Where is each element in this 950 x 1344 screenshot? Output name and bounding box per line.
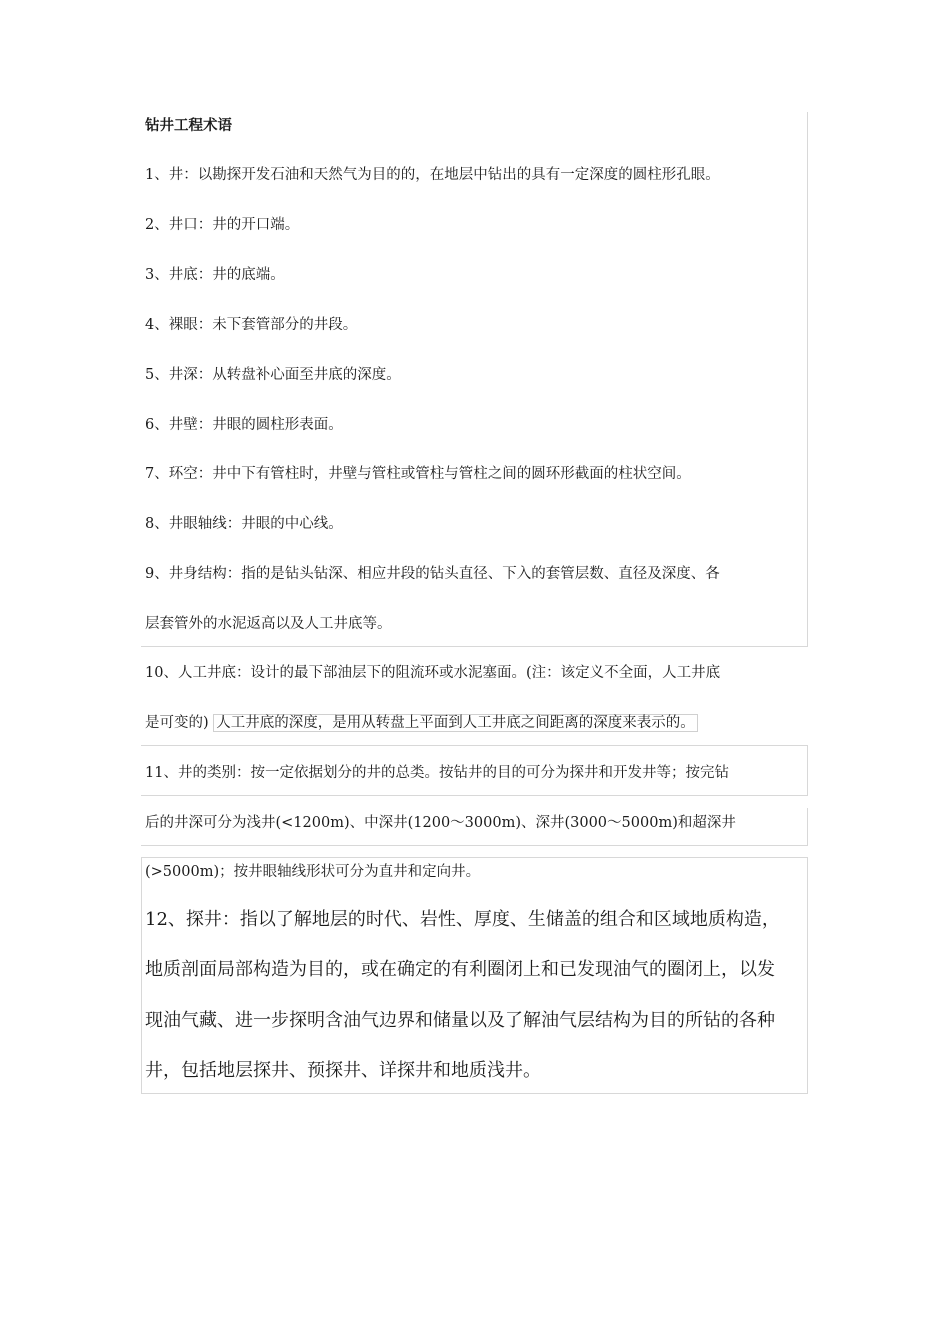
table-border-row-2 xyxy=(141,745,808,746)
table-border-right-top xyxy=(807,112,808,647)
table-border-right-bottom xyxy=(807,857,808,1094)
term-line-5: 5、井深：从转盘补心面至井底的深度。 xyxy=(145,367,401,383)
term-line-10a: 10、人工井底：设计的最下部油层下的阻流环或水泥塞面。(注：该定义不全面，人工井底 xyxy=(145,665,721,681)
term-line-7: 7、环空：井中下有管柱时，井壁与管柱或管柱与管柱之间的圆环形截面的柱状空间。 xyxy=(145,466,691,482)
table-border-right-mid2 xyxy=(807,808,808,845)
term-line-9b: 层套管外的水泥返高以及人工井底等。 xyxy=(145,616,392,632)
term-line-11c: (>5000m)；按井眼轴线形状可分为直井和定向井。 xyxy=(145,864,481,880)
term-line-10b-lead: 是可变的) xyxy=(145,715,209,731)
term-line-10b-boxed: 人工井底的深度，是用从转盘上平面到人工井底之间距离的深度来表示的。 xyxy=(213,714,698,732)
table-border-left-bottom xyxy=(141,857,142,1094)
term-line-8: 8、井眼轴线：井眼的中心线。 xyxy=(145,516,343,532)
term-line-12a: 12、探井：指以了解地层的时代、岩性、厚度、生储盖的组合和区域地质构造， xyxy=(145,909,780,930)
table-border-row-1 xyxy=(141,646,808,647)
document-title: 钻井工程术语 xyxy=(145,117,232,134)
term-line-1: 1、井：以勘探开发石油和天然气为目的的，在地层中钻出的具有一定深度的圆柱形孔眼。 xyxy=(145,167,720,183)
term-line-6: 6、井壁：井眼的圆柱形表面。 xyxy=(145,417,343,433)
term-line-12c: 现油气藏、进一步探明含油气边界和储量以及了解油气层结构为目的所钻的各种 xyxy=(145,1010,775,1031)
term-line-12d: 井，包括地层探井、预探井、详探井和地质浅井。 xyxy=(145,1060,541,1081)
term-line-4: 4、裸眼：未下套管部分的井段。 xyxy=(145,317,358,333)
term-line-12b: 地质剖面局部构造为目的，或在确定的有利圈闭上和已发现油气的圈闭上，以发 xyxy=(145,959,775,980)
table-border-bottom xyxy=(141,1093,808,1094)
table-border-right-mid xyxy=(807,745,808,795)
term-line-11b: 后的井深可分为浅井(<1200m)、中深井(1200～3000m)、深井(3000～5000m)和超深井 xyxy=(145,815,736,831)
term-line-11a: 11、井的类别：按一定依据划分的井的总类。按钻井的目的可分为探井和开发井等；按完钻 xyxy=(145,765,729,781)
table-border-row-5 xyxy=(141,857,808,858)
term-line-3: 3、井底：井的底端。 xyxy=(145,267,285,283)
term-line-2: 2、井口：井的开口端。 xyxy=(145,217,300,233)
table-border-row-4 xyxy=(141,845,808,846)
term-line-9a: 9、井身结构：指的是钻头钻深、相应井段的钻头直径、下入的套管层数、直径及深度、各 xyxy=(145,566,720,582)
term-line-10b xyxy=(145,713,698,733)
table-border-row-3 xyxy=(141,795,808,796)
